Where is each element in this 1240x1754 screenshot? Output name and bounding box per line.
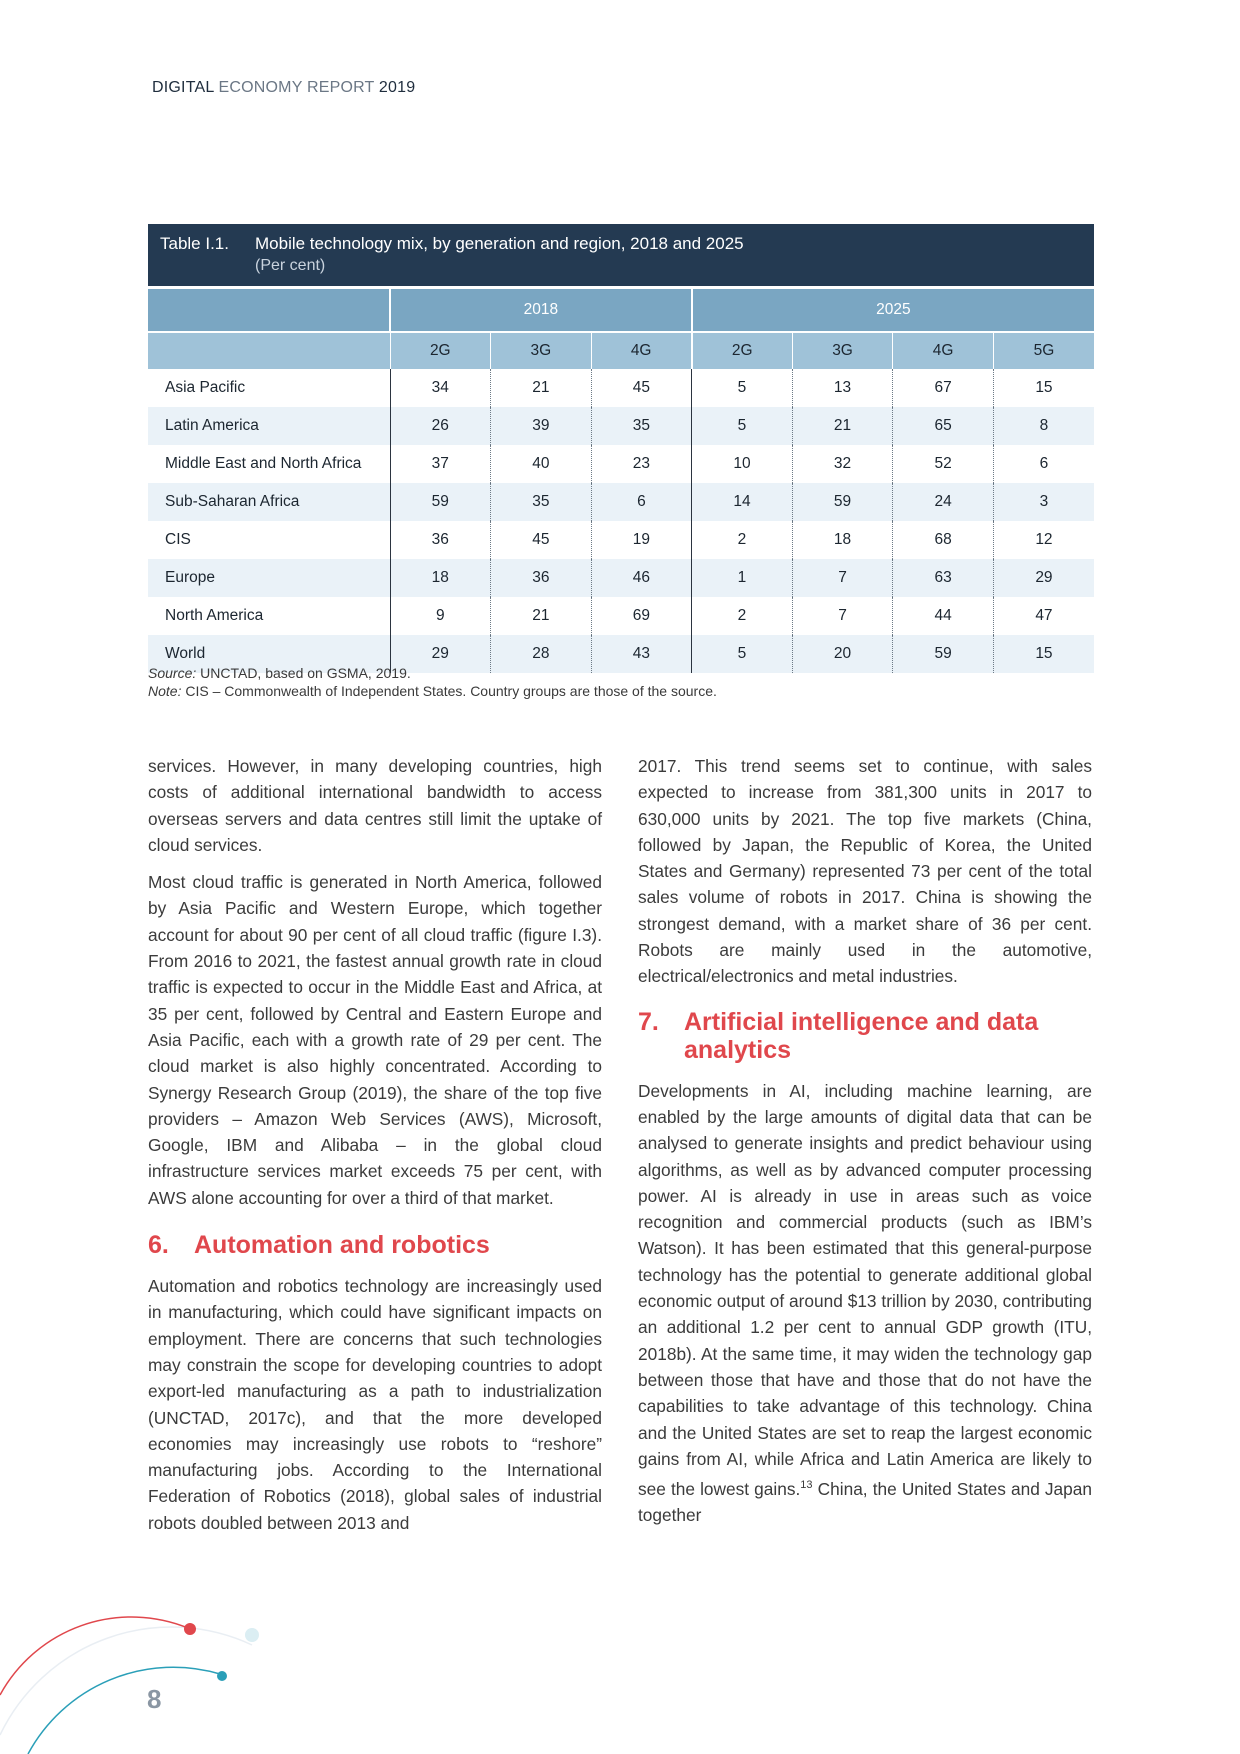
note-label: Note: xyxy=(148,683,182,699)
table-block xyxy=(148,224,1094,673)
table-cell: 5 xyxy=(692,407,793,445)
table-cell: 23 xyxy=(591,445,692,483)
table-title-bar xyxy=(148,224,1094,286)
table-cell: 21 xyxy=(792,407,893,445)
table-row xyxy=(148,483,1094,521)
table-cell: 26 xyxy=(390,407,491,445)
table-unit: (Per cent) xyxy=(255,257,326,274)
table-cell: 45 xyxy=(591,369,692,407)
paragraph-tail: China, the United States and Japan together xyxy=(638,1478,1092,1526)
table-cell: 15 xyxy=(993,369,1094,407)
region-label: Asia Pacific xyxy=(165,379,246,396)
table-cell: 15 xyxy=(993,635,1094,673)
table-cell: 21 xyxy=(491,369,592,407)
table-cell: 59 xyxy=(893,635,994,673)
table-body xyxy=(148,369,1094,673)
footnote-ref: 13 xyxy=(800,1479,813,1492)
table-cell: 12 xyxy=(993,521,1094,559)
header-economy-report: ECONOMY REPORT xyxy=(218,79,375,96)
table-cell: 40 xyxy=(491,445,592,483)
table-cell: 35 xyxy=(491,483,592,521)
table-cell: 47 xyxy=(993,597,1094,635)
table-cell: 37 xyxy=(390,445,491,483)
year-header-row xyxy=(148,289,1094,332)
table-cell: 44 xyxy=(893,597,994,635)
decorative-arc-teal xyxy=(28,1667,220,1754)
mobile-technology-table xyxy=(148,289,1094,673)
table-cell: 39 xyxy=(491,407,592,445)
table-cell: 18 xyxy=(792,521,893,559)
table-cell: 1 xyxy=(692,559,793,597)
table-row xyxy=(148,369,1094,407)
source-text: UNCTAD, based on GSMA, 2019. xyxy=(200,665,411,681)
table-cell: 21 xyxy=(491,597,592,635)
decorative-dot-light xyxy=(245,1628,259,1642)
decorative-dot-teal xyxy=(217,1671,227,1681)
section-number: 6. xyxy=(148,1231,169,1260)
paragraph-text: Developments in AI, including machine learning, are enabled by the large amounts of digital data that can be analysed to generate insights and predict behaviour using algorithms, as well as by advanced computer processing power. AI is already in use in areas such as voice recognition and commercial products (such as IBM’s Watson). It has been estimated that this general-purpose technology has the potential to generate additional global economic output of around $13 trillion by 2030, contributing an additional 1.2 per cent to annual GDP growth (ITU, 2018b). At the same time, it may widen the technology gap between those that have and those that do not have the capabilities to take advantage of this technology. China and the United States are set to reap the largest economic gains from AI, while Africa and Latin America are likely to see the lowest gains. xyxy=(638,1080,1092,1499)
column-header: 2G xyxy=(692,332,793,369)
section-heading-7 xyxy=(638,1008,1092,1064)
table-cell: 9 xyxy=(390,597,491,635)
table-cell: 5 xyxy=(692,635,793,673)
region-label: North America xyxy=(165,607,264,624)
table-cell: 6 xyxy=(993,445,1094,483)
region-label: Latin America xyxy=(148,407,390,445)
table-cell: 29 xyxy=(390,635,491,673)
column-header: 3G xyxy=(491,332,592,369)
table-cell: 68 xyxy=(893,521,994,559)
paragraph: Most cloud traffic is generated in North America, followed by Asia Pacific and Western Europe, which together account for about 90 per cent of all cloud traffic (figure I.3). From 2016 to 2021, the fastest annual growth rate in cloud traffic is expected to occur in the Middle East and Africa, at 35 per cent, followed by Central and Eastern Europe and Asia Pacific, each with a growth rate of 29 per cent. The cloud market is also highly concentrated. According to Synergy Research Group (2019), the share of the top five providers – Amazon Web Services (AWS), Microsoft, Google, IBM and Alibaba – in the global cloud infrastructure services market exceeds 75 per cent, with AWS alone accounting for over a third of that market. xyxy=(148,872,602,1208)
header-year: 2019 xyxy=(378,79,416,96)
table-row xyxy=(148,445,1094,483)
year-2018-header: 2018 xyxy=(390,289,692,332)
table-cell: 20 xyxy=(792,635,893,673)
table-cell: 52 xyxy=(893,445,994,483)
right-column xyxy=(638,753,1092,1539)
section-number: 7. xyxy=(638,1007,659,1036)
header-digital: DIGITAL xyxy=(152,79,214,96)
decorative-arcs-graphic xyxy=(0,1570,270,1754)
table-row xyxy=(148,559,1094,597)
table-cell: 59 xyxy=(390,483,491,521)
table-cell: 32 xyxy=(792,445,893,483)
region-label: Sub-Saharan Africa xyxy=(148,483,390,521)
column-header: 4G xyxy=(591,332,692,369)
table-cell: 45 xyxy=(491,521,592,559)
table-row xyxy=(148,597,1094,635)
table-cell: 28 xyxy=(491,635,592,673)
region-label: Europe xyxy=(148,559,390,597)
table-cell: 24 xyxy=(893,483,994,521)
table-number: Table I.1. xyxy=(160,234,229,253)
table-cell: 65 xyxy=(893,407,994,445)
table-cell: 8 xyxy=(993,407,1094,445)
table-cell: 63 xyxy=(893,559,994,597)
table-cell: 34 xyxy=(390,369,491,407)
table-cell: 46 xyxy=(591,559,692,597)
table-cell: 7 xyxy=(792,597,893,635)
paragraph: Automation and robotics technology are increasingly used in manufacturing, which could have significant impacts on employment. There are concerns that such technologies may constrain the scope for developing countries to adopt export-led manufacturing as a path to industrialization (UNCTAD, 2017c), and that the more developed economies may increasingly use robots to “reshore” manufacturing jobs. According to the International Federation of Robotics (2018), global sales of industrial robots doubled between 2013 and xyxy=(148,1276,602,1533)
corner-cell xyxy=(148,332,390,369)
page-number: 8 xyxy=(147,1684,162,1714)
table-row xyxy=(148,407,1094,445)
table-cell: 69 xyxy=(591,597,692,635)
table-cell: 43 xyxy=(591,635,692,673)
table-cell: 19 xyxy=(591,521,692,559)
source-label: Source: xyxy=(148,665,197,681)
year-2025-header: 2025 xyxy=(692,289,1094,332)
paragraph xyxy=(638,1078,1092,1529)
table-cell: 59 xyxy=(792,483,893,521)
table-title: Mobile technology mix, by generation and region, 2018 and 2025 xyxy=(255,234,744,253)
table-cell: 5 xyxy=(692,369,793,407)
table-cell: 67 xyxy=(893,369,994,407)
table-cell: 7 xyxy=(792,559,893,597)
decorative-arc-light xyxy=(0,1627,252,1735)
decorative-dot-red xyxy=(184,1623,196,1635)
table-cell: 18 xyxy=(390,559,491,597)
section-title: Automation and robotics xyxy=(194,1231,490,1260)
column-header: 2G xyxy=(390,332,491,369)
section-title: Artificial intelligence and data analytics xyxy=(684,1007,1039,1064)
region-label: Middle East and North Africa xyxy=(165,455,362,472)
table-cell: 6 xyxy=(591,483,692,521)
section-heading-6 xyxy=(148,1231,602,1259)
table-cell: 29 xyxy=(993,559,1094,597)
table-cell: 35 xyxy=(591,407,692,445)
running-header xyxy=(152,79,415,97)
corner-cell xyxy=(148,289,390,332)
note-line xyxy=(148,682,717,700)
note-text: CIS – Commonwealth of Independent States. Country groups are those of the source. xyxy=(185,683,717,699)
column-header: 3G xyxy=(792,332,893,369)
table-cell: 13 xyxy=(792,369,893,407)
paragraph: 2017. This trend seems set to continue, with sales expected to increase from 381,300 units in 2017 to 630,000 units by 2021. The top five markets (China, followed by Japan, the Republic of Korea, the United States and Germany) represented 73 per cent of the total sales volume of robots in 2017. China is showing the strongest demand, with a market share of 36 per cent. Robots are mainly used in the automotive, electrical/electronics and metal industries. xyxy=(638,756,1092,987)
column-header: 5G xyxy=(993,332,1094,369)
table-cell: 10 xyxy=(692,445,793,483)
table-row xyxy=(148,521,1094,559)
generation-header-row xyxy=(148,332,1094,369)
table-cell: 36 xyxy=(491,559,592,597)
table-cell: 14 xyxy=(692,483,793,521)
region-label: CIS xyxy=(165,531,191,548)
left-column xyxy=(148,753,602,1547)
region-label: World xyxy=(148,635,390,673)
paragraph: services. However, in many developing countries, high costs of additional international bandwidth to access overseas servers and data centres still limit the uptake of cloud services. xyxy=(148,756,602,855)
table-cell: 2 xyxy=(692,597,793,635)
table-cell: 36 xyxy=(390,521,491,559)
source-line xyxy=(148,664,717,682)
column-header: 4G xyxy=(893,332,994,369)
table-cell: 3 xyxy=(993,483,1094,521)
table-cell: 2 xyxy=(692,521,793,559)
table-source-note xyxy=(148,664,717,700)
